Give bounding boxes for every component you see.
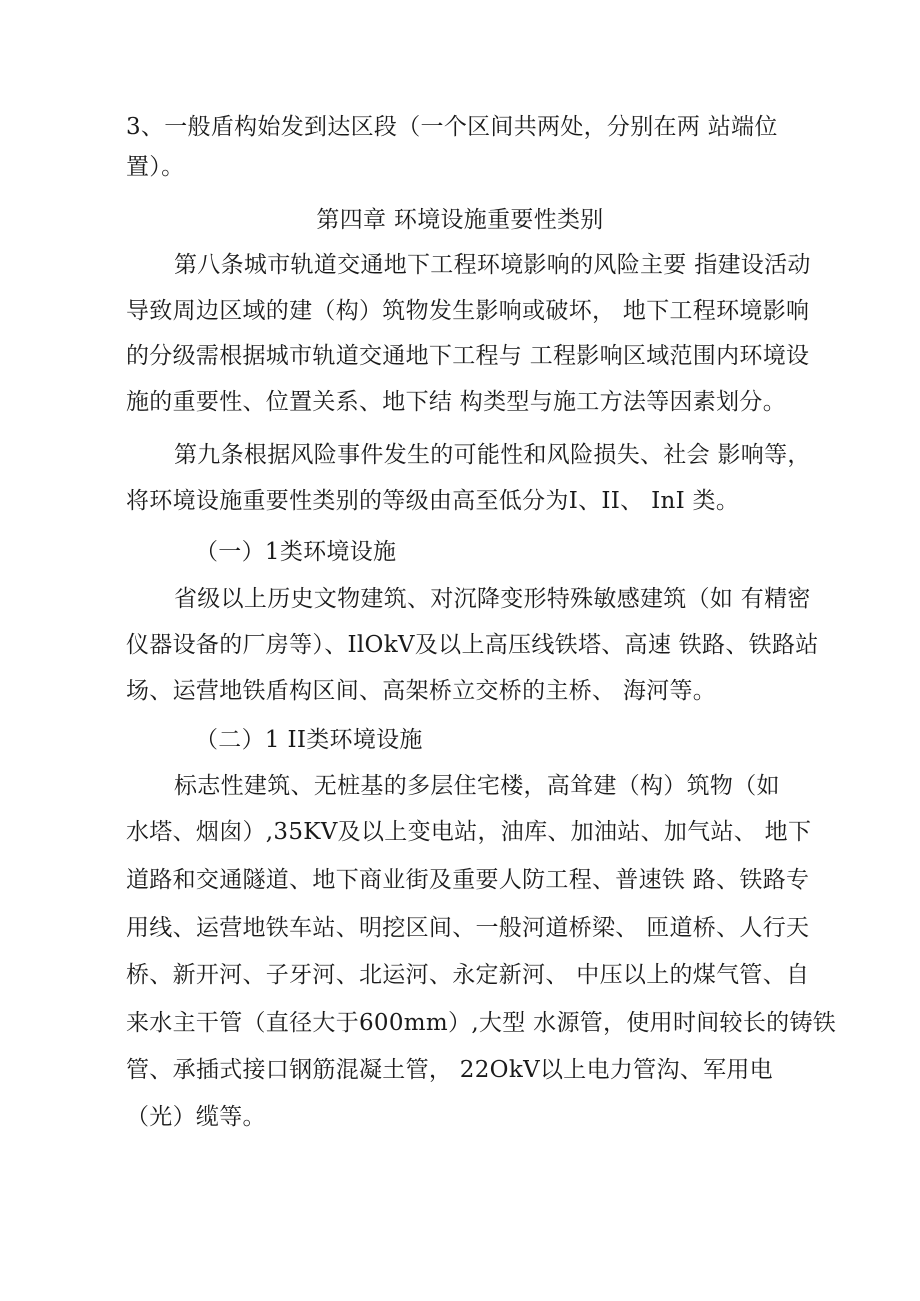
chapter-heading: 第四章 环境设施重要性类别 (316, 207, 604, 233)
paragraph-line: 施的重要性、位置关系、地下结 构类型与施工方法等因素划分。 (126, 389, 787, 415)
paragraph-line: 第八条城市轨道交通地下工程环境影响的风险主要 指建设活动 (174, 252, 811, 278)
paragraph-line: 置）。 (126, 154, 185, 180)
paragraph-line: 道路和交通隧道、地下商业街及重要人防工程、普速铁 路、铁路专 (126, 867, 810, 893)
paragraph-line: 标志性建筑、无桩基的多层住宅楼，高耸建（构）筑物（如 (174, 773, 780, 799)
paragraph-line: 仪器设备的厂房等）、IlOkV及以上高压线铁塔、高速 铁路、铁路站 (126, 632, 819, 658)
section-heading: （一）1类环境设施 (195, 539, 397, 565)
paragraph-line: 的分级需根据城市轨道交通地下工程与 工程影响区域范围内环境设 (126, 343, 810, 369)
paragraph-line: 省级以上历史文物建筑、对沉降变形特殊敏感建筑（如 有精密 (174, 586, 811, 612)
paragraph-line: 用线、运营地铁车站、明挖区间、一般河道桥梁、 匝道桥、人行天 (126, 915, 810, 941)
paragraph-line: 将环境设施重要性类别的等级由高至低分为I、II、 InI 类。 (126, 488, 740, 514)
paragraph-line: 导致周边区域的建（构）筑物发生影响或破坏， 地下工程环境影响 (126, 298, 810, 324)
paragraph-line: 水塔、烟囱）,35KV及以上变电站，油库、加油站、加气站、 地下 (126, 819, 812, 845)
paragraph-line: 场、运营地铁盾构区间、高架桥立交桥的主桥、 海河等。 (126, 678, 717, 704)
paragraph-line: 3、一般盾构始发到达区段（一个区间共两处，分别在两 站端位 (126, 114, 778, 140)
paragraph-line: 第九条根据风险事件发生的可能性和风险损失、社会 影响等， (174, 442, 811, 468)
paragraph-line: 来水主干管（直径大于600mm）,大型 水源管，使用时间较长的铸铁 (126, 1010, 837, 1036)
section-heading: （二）1 II类环境设施 (195, 727, 423, 753)
paragraph-line: 管、承插式接口钢筋混凝土管， 22OkV以上电力管沟、军用电 (126, 1057, 773, 1083)
paragraph-line: 桥、新开河、子牙河、北运河、永定新河、 中压以上的煤气管、自 (126, 962, 810, 988)
paragraph-line: （光）缆等。 (126, 1104, 266, 1130)
